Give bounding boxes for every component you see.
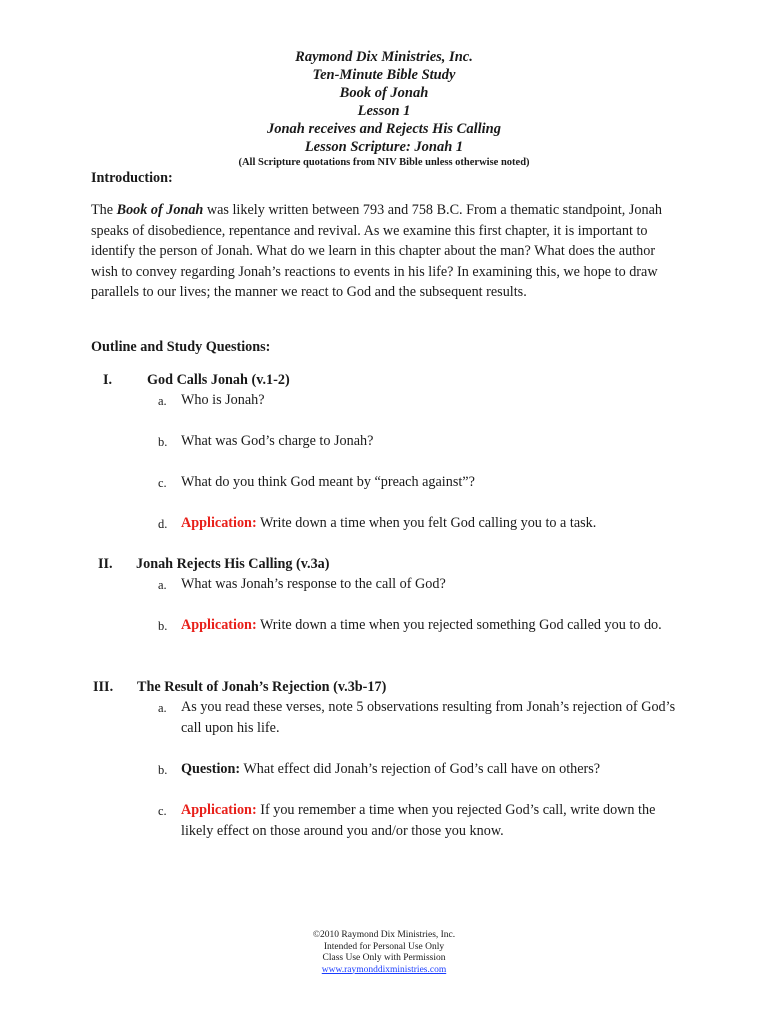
section-heading-3 [93, 677, 693, 698]
item-text: What was God’s charge to Jonah? [181, 433, 374, 449]
section-number: I. [103, 372, 113, 388]
section-title: Jonah Rejects His Calling (v.3a) [136, 556, 330, 572]
lesson-scripture: Lesson Scripture: Jonah 1 [304, 139, 464, 155]
item-letter: a. [158, 578, 167, 592]
series-title: Ten-Minute Bible Study [312, 67, 456, 83]
item-letter: b. [158, 763, 168, 777]
item-text: Who is Jonah? [181, 392, 265, 408]
item-letter: d. [158, 517, 168, 531]
item-letter: b. [158, 435, 168, 449]
item-text: What do you think God meant by “preach against”? [181, 474, 475, 490]
item-text [181, 800, 679, 841]
scripture-note: (All Scripture quotations from NIV Bible unless otherwise noted) [238, 157, 530, 168]
question-label: Question: [181, 761, 241, 777]
item-body: Write down a time when you rejected something God called you to do. [256, 617, 662, 633]
item-letter: a. [158, 394, 167, 408]
item-text: What was Jonah’s response to the call of God? [181, 576, 446, 592]
document-header [0, 48, 768, 170]
intro-text: was likely written between 793 and 758 B.C. From a thematic standpoint, Jonah speaks of disobedience, repentance and revival. As we examine this first chapter, it is important to identify the person of Jonah. What do we learn in this chapter about the man? What does the author wish to convey regarding Jonah’s reactions to events in his life? In examining this, we hope to draw parallels to our lives; the manner we react to God and the subsequent results. [91, 202, 662, 300]
item-letter: a. [158, 701, 167, 715]
intro-the: The [91, 202, 117, 218]
item-body: If you remember a time when you rejected God’s call, write down the likely effect on those around you and/or those you know. [181, 802, 656, 839]
section-number: II. [98, 556, 113, 572]
item-letter: b. [158, 619, 168, 633]
application-label: Application: [181, 802, 257, 818]
section-title: God Calls Jonah (v.1-2) [147, 372, 290, 388]
item-text: As you read these verses, note 5 observations resulting from Jonah’s rejection of God’s call upon his life. [181, 699, 676, 736]
section-heading-2 [98, 554, 698, 575]
section-number: III. [93, 679, 114, 695]
intro-book-name: Book of Jonah [116, 202, 204, 218]
item-text [181, 759, 679, 780]
application-label: Application: [181, 515, 257, 531]
section-title: The Result of Jonah’s Rejection (v.3b-17) [137, 679, 387, 695]
item-letter: c. [158, 804, 167, 818]
section-heading-1 [103, 370, 703, 391]
lesson-title: Jonah receives and Rejects His Calling [266, 121, 501, 137]
item-letter: c. [158, 476, 167, 490]
outline-heading: Outline and Study Questions: [91, 339, 271, 355]
intro-paragraph [91, 200, 681, 303]
lesson-number: Lesson 1 [357, 103, 411, 119]
intro-heading: Introduction: [91, 170, 173, 186]
item-body: What effect did Jonah’s rejection of God’s call have on others? [240, 761, 601, 777]
item-text [181, 513, 679, 534]
document-footer [0, 930, 768, 976]
book-title: Book of Jonah [339, 85, 429, 101]
item-body: Write down a time when you felt God calling you to a task. [256, 515, 597, 531]
copyright-text: ©2010 Raymond Dix Ministries, Inc. [312, 930, 456, 940]
org-name: Raymond Dix Ministries, Inc. [295, 49, 473, 65]
website-link[interactable]: www.raymonddixministries.com [321, 964, 447, 975]
item-text [181, 615, 679, 636]
usage-note: Intended for Personal Use Only [323, 941, 445, 952]
permission-note: Class Use Only with Permission [322, 953, 446, 963]
application-label: Application: [181, 617, 257, 633]
